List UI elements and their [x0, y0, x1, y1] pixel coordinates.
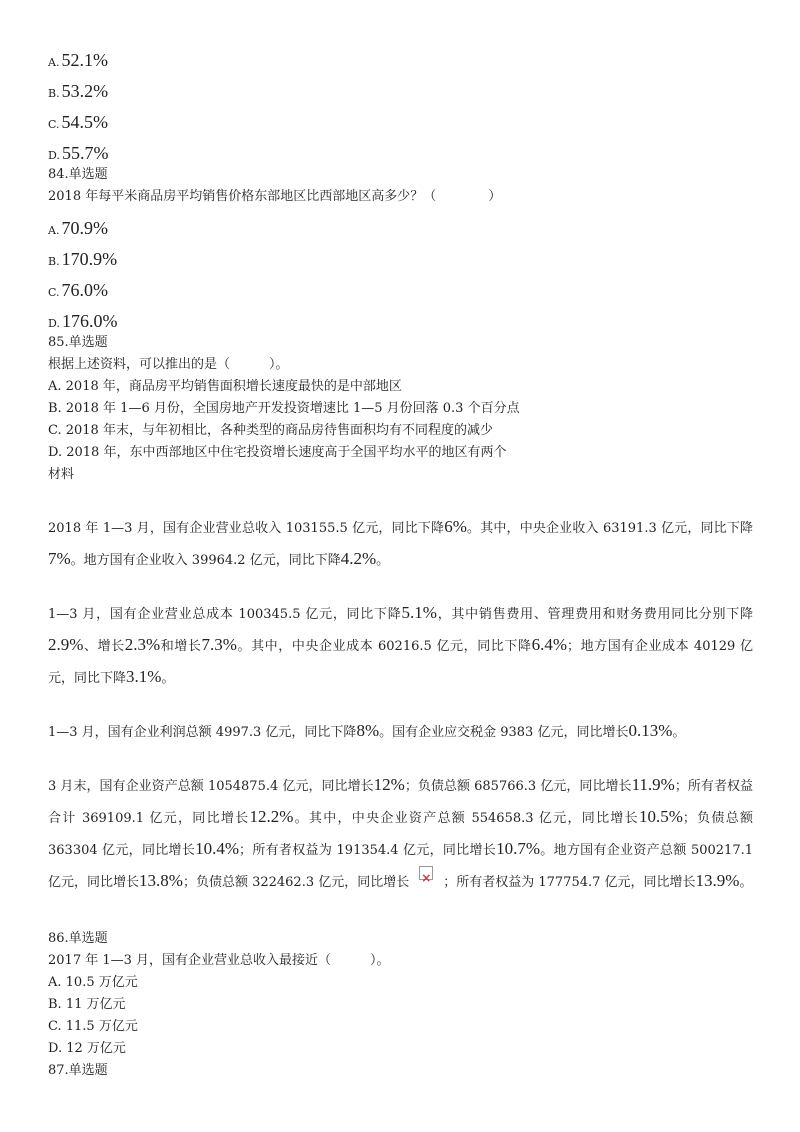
option-value: 170.9% — [61, 249, 118, 269]
option-d[interactable] — [48, 133, 758, 164]
option-a[interactable] — [48, 208, 758, 239]
question-number: 84.单选题 — [48, 167, 108, 182]
question-stem: 2018 年每平米商品房平均销售价格东部地区比西部地区高多少？（ ） — [48, 189, 502, 204]
option-c[interactable] — [48, 270, 758, 301]
option-d[interactable] — [48, 301, 758, 332]
option-b[interactable] — [48, 239, 758, 270]
material-paragraph-4: 3 月末，国有企业资产总额 1054875.4 亿元，同比增长12%；负债总额 685766.3 亿元，同比增长11.9%；所有者权益合计 369109.1 亿元，同比增长12.2%。其中，中央企业资产总额 554658.3 亿元，同比增长10.5%；负债总额 363304 亿元，同比增长10.4%；所有者权益为 191354.4 亿元，同比增长10.7%。地方国有企业资产总额 500217.1 亿元，同比增长13.8%；负债总额 322462.3 亿元，同比增长× ；所有者权益为 177754.7 亿元，同比增长13.9%。 — [48, 770, 753, 898]
option-c[interactable] — [48, 102, 758, 133]
option-b[interactable]: B. 2018 年 1—6 月份，全国房地产开发投资增速比 1—5 月份回落 0.3 个百分点 — [48, 401, 520, 416]
material-label: 材料 — [48, 467, 75, 482]
question-stem: 根据上述资料，可以推出的是（ ）。 — [48, 357, 289, 372]
option-a[interactable]: A. 2018 年，商品房平均销售面积增长速度最快的是中部地区 — [48, 379, 402, 394]
option-value: 53.2% — [61, 81, 109, 101]
material-paragraph-3: 1—3 月，国有企业利润总额 4997.3 亿元，同比下降8%。国有企业应交税金 9383 亿元，同比增长0.13%。 — [48, 721, 686, 740]
option-b[interactable] — [48, 71, 758, 102]
q83-options — [48, 40, 758, 164]
option-value: 76.0% — [61, 280, 109, 300]
option-d[interactable]: D. 12 万亿元 — [48, 1041, 126, 1056]
option-a[interactable]: A. 10.5 万亿元 — [48, 975, 138, 990]
question-number: 85.单选题 — [48, 335, 108, 350]
option-value: 176.0% — [61, 311, 118, 331]
question-number: 86.单选题 — [48, 931, 108, 946]
material-paragraph-2: 1—3 月，国有企业营业总成本 100345.5 亿元，同比下降5.1%，其中销售费用、管理费用和财务费用同比分别下降2.9%、增长2.3%和增长7.3%。其中，中央企业成本 60216.5 亿元，同比下降6.4%；地方国有企业成本 40129 亿元，同比下降3.1%。 — [48, 603, 753, 686]
material-paragraph-1: 2018 年 1—3 月，国有企业营业总收入 103155.5 亿元，同比下降6%。其中，中央企业收入 63191.3 亿元，同比下降7%。地方国有企业收入 39964.2 亿元，同比下降4.2%。 — [48, 517, 753, 568]
option-a[interactable] — [48, 40, 758, 71]
option-letter: C. — [48, 286, 60, 299]
question-number: 87.单选题 — [48, 1063, 108, 1078]
option-letter: B. — [48, 255, 60, 268]
option-value: 52.1% — [61, 50, 108, 70]
option-letter: B. — [48, 87, 60, 100]
document-page — [48, 40, 758, 1082]
option-letter: A. — [48, 224, 60, 237]
option-d[interactable]: D. 2018 年，东中西部地区中住宅投资增长速度高于全国平均水平的地区有两个 — [48, 445, 507, 460]
option-b[interactable]: B. 11 万亿元 — [48, 997, 126, 1012]
option-value: 70.9% — [61, 218, 108, 238]
option-c[interactable]: C. 2018 年末，与年初相比，各种类型的商品房待售面积均有不同程度的减少 — [48, 423, 493, 438]
option-letter: A. — [48, 56, 60, 69]
option-value: 54.5% — [61, 112, 109, 132]
q84-options — [48, 208, 758, 332]
option-c[interactable]: C. 11.5 万亿元 — [48, 1019, 138, 1034]
option-letter: D. — [48, 149, 60, 162]
option-letter: C. — [48, 118, 60, 131]
option-letter: D. — [48, 317, 60, 330]
option-value: 55.7% — [61, 143, 109, 163]
broken-image-icon — [419, 866, 433, 880]
question-stem: 2017 年 1—3 月，国有企业营业总收入最接近（ ）。 — [48, 953, 390, 968]
